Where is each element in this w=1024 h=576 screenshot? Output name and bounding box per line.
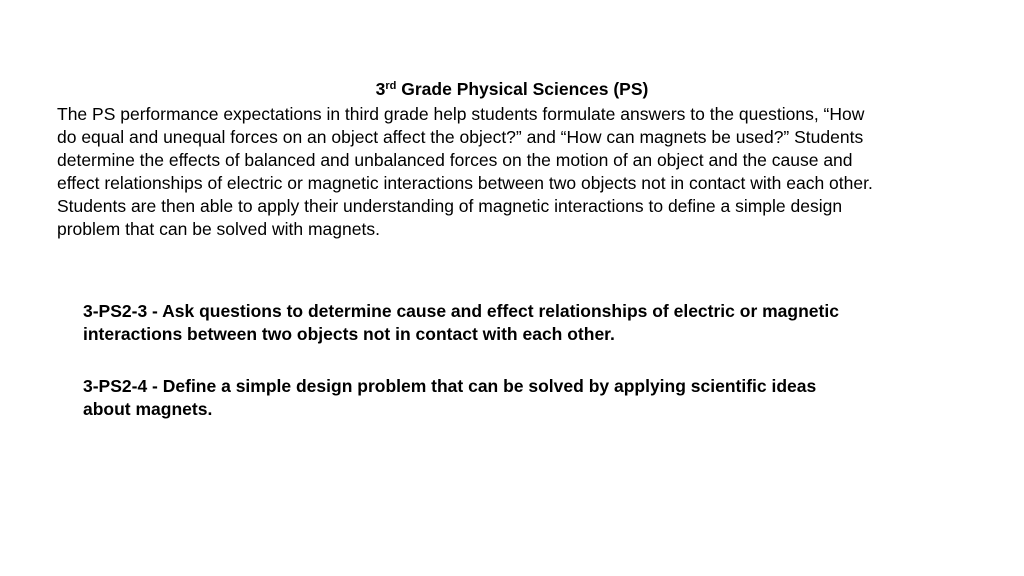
title-grade-suffix: rd — [385, 80, 397, 92]
title-text: Grade Physical Sciences (PS) — [396, 79, 649, 99]
intro-paragraph: The PS performance expectations in third grade help students formulate answers to the questions, “How do equal and unequal forces on an object affect the object?” and “How can magnets be used?” Students determine the effects of balanced and unbalanced forces on the motion of an object and the cause and effect relationships of electric or magnetic interactions between two objects not in contact with each other. Students are then able to apply their understanding of magnetic interactions to define a simple design problem that can be solved with magnets. — [57, 104, 873, 239]
standard-3-ps2-3: 3-PS2-3 - Ask questions to determine cause and effect relationships of electric or magnetic interactions between two objects not in contact with each other. — [83, 301, 839, 344]
title-grade-number: 3 — [375, 79, 386, 99]
standard-3-ps2-4: 3-PS2-4 - Define a simple design problem that can be solved by applying scientific ideas about magnets. — [83, 376, 817, 419]
slide-title — [0, 78, 1024, 100]
